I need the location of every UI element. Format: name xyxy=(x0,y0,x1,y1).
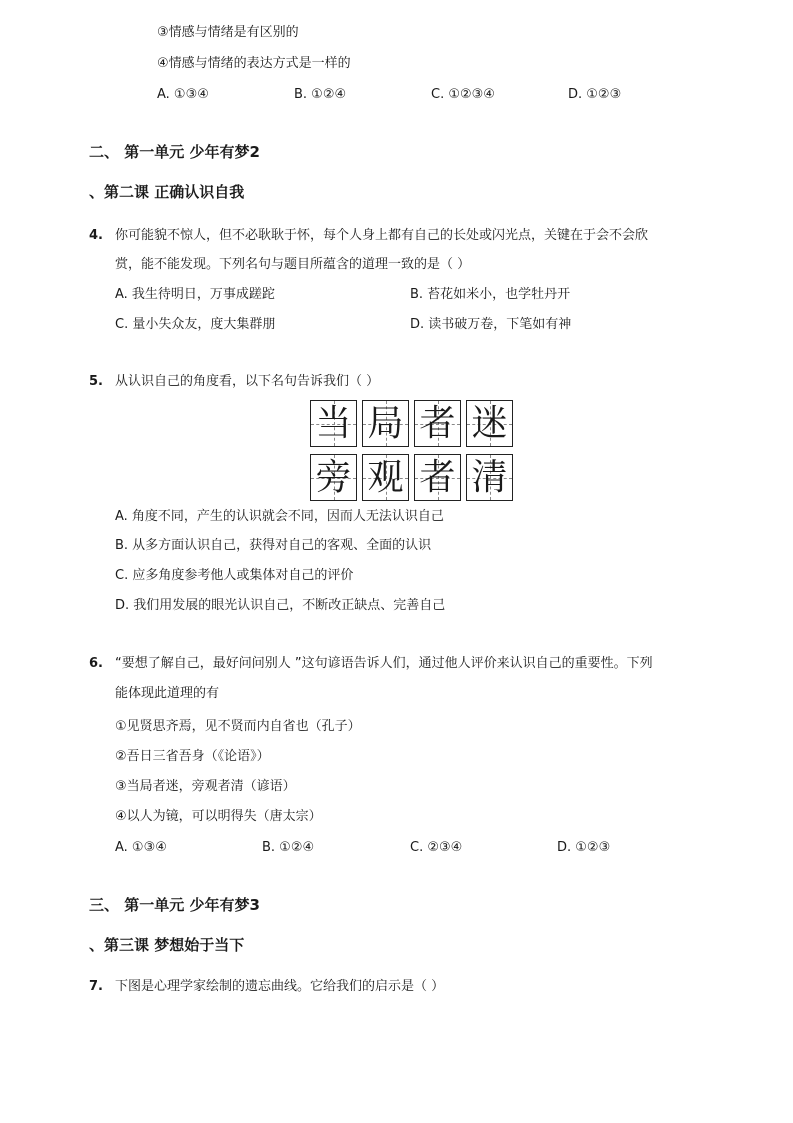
q6-option-c: C. ②③④ xyxy=(410,840,463,855)
q3-option-d: D. ①②③ xyxy=(568,87,622,102)
lesson-2-heading: 、第二课 正确认识自我 xyxy=(89,183,245,201)
grid-cell: 局 xyxy=(362,400,409,447)
grid-cell: 观 xyxy=(362,454,409,501)
grid-cell: 当 xyxy=(310,400,357,447)
q5-option-c: C. 应多角度参考他人或集体对自己的评价 xyxy=(115,568,354,583)
q6-statement-4: ④以人为镜，可以明得失（唐太宗） xyxy=(115,809,322,824)
q4-number: 4. xyxy=(89,228,103,243)
grid-cell: 者 xyxy=(414,400,461,447)
q6-option-a: A. ①③④ xyxy=(115,840,167,855)
q3-statement-3: ③情感与情绪是有区别的 xyxy=(157,25,299,40)
grid-cell: 旁 xyxy=(310,454,357,501)
q5-option-d: D. 我们用发展的眼光认识自己，不断改正缺点、完善自己 xyxy=(115,598,446,613)
q4-option-d: D. 读书破万卷，下笔如有神 xyxy=(410,317,572,332)
grid-cell: 者 xyxy=(414,454,461,501)
q4-stem-line2: 赏，能不能发现。下列名句与题目所蕴含的道理一致的是（ ） xyxy=(115,257,471,272)
q6-statement-3: ③当局者迷，旁观者清（谚语） xyxy=(115,779,296,794)
q6-stem-line2: 能体现此道理的有 xyxy=(115,686,220,701)
section-3-heading: 三、 第一单元 少年有梦3 xyxy=(89,896,260,914)
grid-cell: 清 xyxy=(466,454,513,501)
q6-stem-line1: “要想了解自己，最好问问别人 ”这句谚语告诉人们，通过他人评价来认识自己的重要性。下列 xyxy=(115,656,653,671)
q7-stem: 下图是心理学家绘制的遗忘曲线。它给我们的启示是（ ） xyxy=(115,979,445,994)
q4-stem-line1: 你可能貌不惊人，但不必耿耿于怀，每个人身上都有自己的长处或闪光点，关键在于会不会欣 xyxy=(115,228,649,243)
lesson-3-heading: 、第三课 梦想始于当下 xyxy=(89,936,245,954)
q5-option-b: B. 从多方面认识自己，获得对自己的客观、全面的认识 xyxy=(115,538,432,553)
proverb-character-grid xyxy=(310,400,515,504)
q4-option-b: B. 苔花如米小，也学牡丹开 xyxy=(410,287,571,302)
q6-option-b: B. ①②④ xyxy=(262,840,315,855)
q4-option-a: A. 我生待明日，万事成蹉跎 xyxy=(115,287,275,302)
grid-cell: 迷 xyxy=(466,400,513,447)
q6-statement-2: ②吾日三省吾身（《论语》） xyxy=(115,749,270,764)
q6-number: 6. xyxy=(89,656,103,671)
q3-statement-4: ④情感与情绪的表达方式是一样的 xyxy=(157,56,351,71)
q3-option-c: C. ①②③④ xyxy=(431,87,495,102)
q6-statement-1: ①见贤思齐焉，见不贤而内自省也（孔子） xyxy=(115,719,361,734)
q3-option-b: B. ①②④ xyxy=(294,87,347,102)
q5-number: 5. xyxy=(89,374,103,389)
q3-option-a: A. ①③④ xyxy=(157,87,209,102)
q6-option-d: D. ①②③ xyxy=(557,840,611,855)
section-2-heading: 二、 第一单元 少年有梦2 xyxy=(89,143,260,161)
q7-number: 7. xyxy=(89,979,103,994)
q5-stem: 从认识自己的角度看，以下名句告诉我们（ ） xyxy=(115,374,380,389)
q4-option-c: C. 量小失众友，度大集群朋 xyxy=(115,317,276,332)
q5-option-a: A. 角度不同，产生的认识就会不同，因而人无法认识自己 xyxy=(115,509,444,524)
